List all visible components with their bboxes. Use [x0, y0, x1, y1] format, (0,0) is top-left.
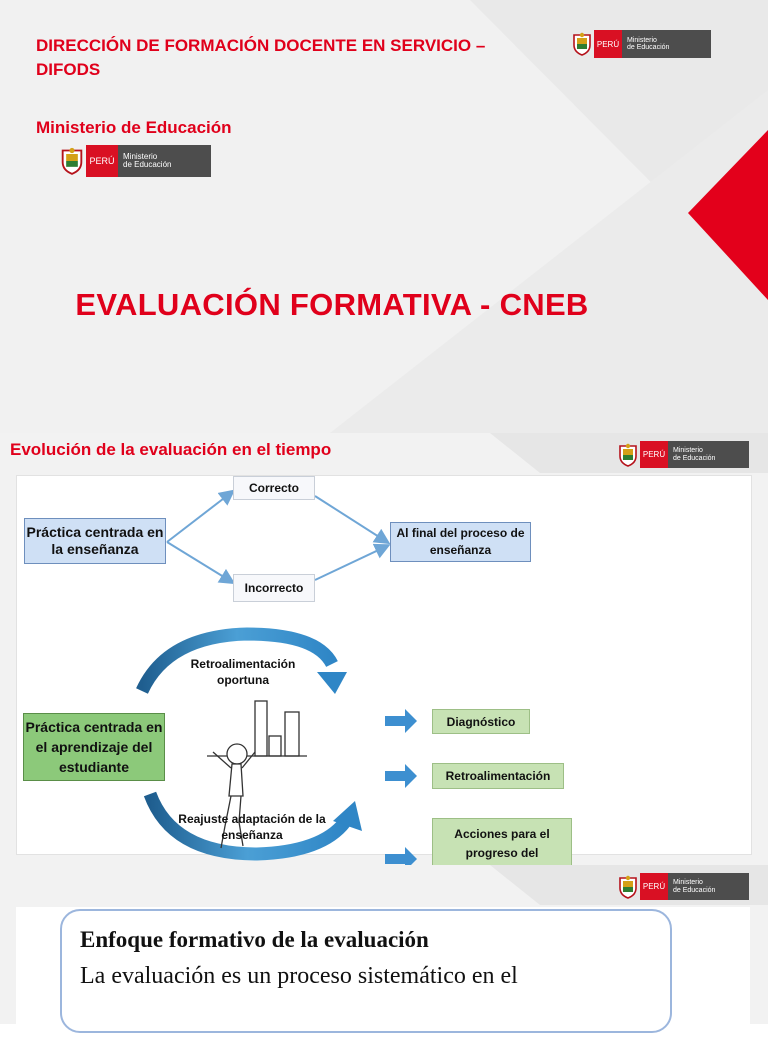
arrow-incorrect-to-end: [315, 546, 387, 580]
correct-box: Correcto: [233, 476, 315, 500]
ministry-logo-large: [58, 145, 211, 177]
ministry-logo: [616, 441, 749, 468]
arrow-to-incorrect: [167, 542, 232, 582]
learning-centered-box: Práctica centrada en el aprendizaje del estudiante: [23, 713, 165, 781]
peru-label: PERÚ: [640, 441, 668, 468]
ministry-logo: [570, 30, 711, 58]
formative-approach-box: [60, 909, 672, 1033]
peru-label: PERÚ: [640, 873, 668, 900]
adjust-teaching-label: Reajuste adaptación de la enseñanza: [178, 812, 326, 842]
end-of-process-box: Al final del proceso de enseñanza: [390, 522, 531, 562]
ministry-logo: [616, 873, 749, 900]
outcome-feedback: Retroalimentación: [432, 763, 564, 789]
peru-label: PERÚ: [86, 145, 118, 177]
ministry-label: Ministerio de Educación: [668, 873, 749, 900]
teaching-centered-box: Práctica centrada en la enseñanza: [24, 518, 166, 564]
feedback-timely-label: Retroalimentación oportuna: [190, 657, 296, 687]
ministry-name: Ministerio de Educación: [36, 118, 232, 137]
incorrect-box: Incorrecto: [233, 574, 315, 602]
ministry-label: Ministerio de Educación: [118, 145, 211, 177]
coat-of-arms-icon: [616, 441, 640, 468]
diagram-panel: [16, 475, 752, 860]
ministry-label: Ministerio de Educación: [622, 30, 711, 58]
ministry-label: Ministerio de Educación: [668, 441, 749, 468]
slide-title: Evolución de la evaluación en el tiempo: [10, 440, 332, 459]
outcome-diagnostic: Diagnóstico: [432, 709, 530, 734]
presentation-title: EVALUACIÓN FORMATIVA - CNEB: [75, 287, 589, 322]
peru-label: PERÚ: [594, 30, 622, 58]
slide-2: [0, 433, 768, 865]
directorate-title: DIRECCIÓN DE FORMACIÓN DOCENTE EN SERVICIO – DIFODS: [36, 36, 486, 79]
outcome-arrows: [385, 709, 417, 871]
section-body: La evaluación es un proceso sistemático en el: [80, 963, 518, 989]
coat-of-arms-icon: [58, 145, 86, 177]
coat-of-arms-icon: [616, 873, 640, 900]
slide-3: [0, 865, 768, 1024]
outcome-actions: Acciones para el progreso del: [432, 818, 572, 888]
arrow-to-correct: [167, 492, 232, 542]
arrow-correct-to-end: [315, 496, 387, 542]
coat-of-arms-icon: [570, 30, 594, 58]
section-heading: Enfoque formativo de la evaluación: [80, 927, 429, 952]
slide-1: [0, 0, 768, 433]
